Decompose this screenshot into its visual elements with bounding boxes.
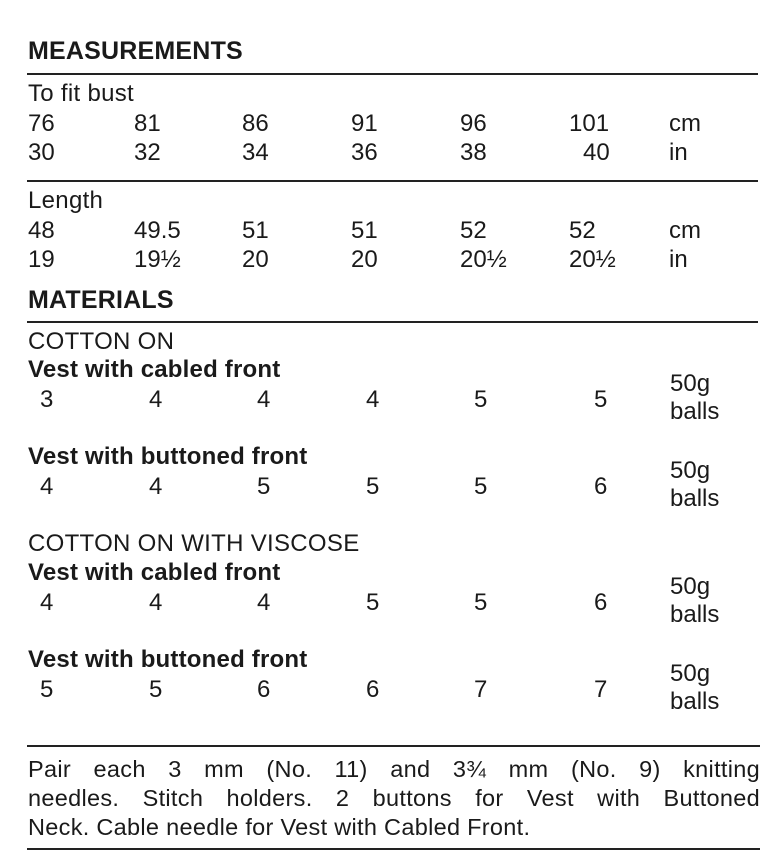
ball-count: 3 <box>40 386 54 413</box>
unit-weight: 50g <box>670 660 711 687</box>
unit-label: cm <box>669 110 701 137</box>
unit-balls: balls <box>670 688 720 715</box>
ball-count: 5 <box>366 589 380 616</box>
bust-in-value: 40 <box>583 139 610 166</box>
length-cm-value: 49.5 <box>134 217 181 244</box>
divider <box>27 745 760 747</box>
ball-count: 4 <box>40 473 54 500</box>
ball-count: 5 <box>474 589 488 616</box>
length-in-value: 19 <box>28 246 55 273</box>
unit-weight: 50g <box>670 457 711 484</box>
length-cm-value: 52 <box>460 217 487 244</box>
bust-cm-value: 91 <box>351 110 378 137</box>
ball-count: 6 <box>594 473 608 500</box>
item-title: Vest with cabled front <box>28 559 281 586</box>
ball-count: 5 <box>149 676 163 703</box>
bust-in-value: 32 <box>134 139 161 166</box>
bust-in-value: 30 <box>28 139 55 166</box>
length-cm-value: 51 <box>242 217 269 244</box>
unit-weight: 50g <box>670 370 711 397</box>
ball-count: 5 <box>366 473 380 500</box>
unit-balls: balls <box>670 398 720 425</box>
ball-count: 6 <box>257 676 271 703</box>
ball-count: 7 <box>594 676 608 703</box>
notes-line: Pair each 3 mm (No. 11) and 3¾ mm (No. 9) knitting <box>28 756 760 782</box>
length-cm-value: 51 <box>351 217 378 244</box>
notes-line: Neck. Cable needle for Vest with Cabled Front. <box>28 814 531 840</box>
bust-cm-value: 96 <box>460 110 487 137</box>
bust-label: To fit bust <box>28 80 135 107</box>
needles-notes <box>28 755 760 842</box>
length-in-value: 20½ <box>569 246 616 273</box>
ball-count: 4 <box>40 589 54 616</box>
ball-count: 5 <box>594 386 608 413</box>
materials-heading: MATERIALS <box>28 286 174 314</box>
ball-count: 4 <box>257 589 271 616</box>
ball-count-row <box>0 473 777 501</box>
ball-count: 4 <box>149 473 163 500</box>
divider <box>27 180 758 182</box>
measurements-heading: MEASUREMENTS <box>28 37 243 65</box>
ball-count-row <box>0 676 777 704</box>
bust-cm-row <box>0 110 777 138</box>
ball-count: 6 <box>366 676 380 703</box>
length-in-value: 20 <box>242 246 269 273</box>
ball-count: 4 <box>257 386 271 413</box>
bust-in-row <box>0 139 777 167</box>
bust-cm-value: 76 <box>28 110 55 137</box>
unit-label: in <box>669 139 688 166</box>
ball-count: 4 <box>149 589 163 616</box>
unit-label: cm <box>669 217 701 244</box>
item-title: Vest with cabled front <box>28 356 281 383</box>
bust-in-value: 34 <box>242 139 269 166</box>
item-title: Vest with buttoned front <box>28 443 308 470</box>
yarn-name: COTTON ON WITH VISCOSE <box>28 530 360 557</box>
unit-balls: balls <box>670 601 720 628</box>
length-label: Length <box>28 187 104 214</box>
divider <box>27 321 758 323</box>
bust-cm-value: 86 <box>242 110 269 137</box>
divider <box>27 848 760 850</box>
length-in-value: 20½ <box>460 246 507 273</box>
length-in-value: 20 <box>351 246 378 273</box>
ball-count: 5 <box>40 676 54 703</box>
ball-count: 7 <box>474 676 488 703</box>
ball-count: 4 <box>366 386 380 413</box>
length-cm-value: 52 <box>569 217 596 244</box>
ball-count: 5 <box>474 473 488 500</box>
bust-in-value: 38 <box>460 139 487 166</box>
ball-count-row <box>0 386 777 414</box>
bust-cm-value: 81 <box>134 110 161 137</box>
unit-balls: balls <box>670 485 720 512</box>
divider <box>27 73 758 75</box>
unit-label: in <box>669 246 688 273</box>
unit-weight: 50g <box>670 573 711 600</box>
length-cm-value: 48 <box>28 217 55 244</box>
length-in-value: 19½ <box>134 246 181 273</box>
ball-count: 4 <box>149 386 163 413</box>
length-in-row <box>0 246 777 274</box>
ball-count: 6 <box>594 589 608 616</box>
bust-in-value: 36 <box>351 139 378 166</box>
ball-count: 5 <box>474 386 488 413</box>
ball-count-row <box>0 589 777 617</box>
bust-cm-value: 101 <box>569 110 610 137</box>
ball-count: 5 <box>257 473 271 500</box>
yarn-name: COTTON ON <box>28 328 175 355</box>
length-cm-row <box>0 217 777 245</box>
notes-line: needles. Stitch holders. 2 buttons for Vest with Buttoned <box>28 785 760 811</box>
item-title: Vest with buttoned front <box>28 646 308 673</box>
